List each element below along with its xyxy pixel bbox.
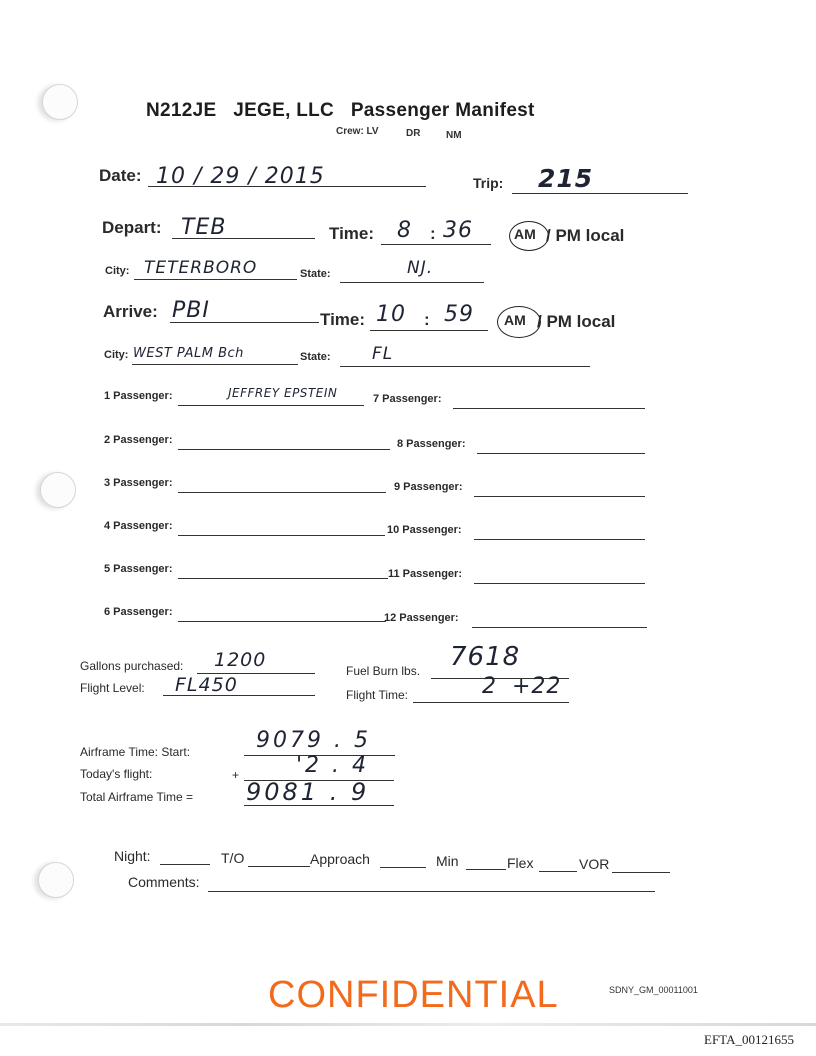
- vor-label: VOR: [579, 856, 610, 872]
- passenger-5-line: [178, 578, 388, 579]
- depart-city[interactable]: TETERBORO: [144, 258, 258, 278]
- approach-line: [380, 867, 426, 868]
- depart-minute[interactable]: 36: [443, 218, 473, 243]
- flight-level-label: Flight Level:: [80, 681, 145, 695]
- airframe-start-label: Airframe Time: Start:: [80, 745, 191, 759]
- flex-label: Flex: [507, 855, 534, 871]
- confidential-stamp: CONFIDENTIAL: [268, 974, 559, 1016]
- passenger-1-name[interactable]: JEFFREY EPSTEIN: [228, 386, 338, 400]
- passenger-4-line: [178, 535, 385, 536]
- arrive-time-label: Time:: [320, 310, 366, 329]
- flight-time-line: [413, 702, 569, 703]
- depart-value[interactable]: TEB: [181, 215, 227, 240]
- passenger-11-label: 11 Passenger:: [388, 568, 462, 580]
- arrive-minute[interactable]: 59: [444, 302, 474, 327]
- passenger-1-line: [178, 405, 364, 406]
- crew-label: Crew: LV: [336, 126, 379, 137]
- control-number: SDNY_GM_00011001: [609, 985, 698, 995]
- crew-dr: DR: [406, 128, 421, 139]
- passenger-12-label: 12 Passenger:: [384, 612, 459, 624]
- comments-line: [208, 891, 655, 892]
- scan-edge: [0, 1023, 816, 1026]
- passenger-7-label: 7 Passenger:: [373, 393, 442, 405]
- todays-flight-plus: +: [232, 768, 240, 782]
- passenger-8-line: [477, 453, 645, 454]
- airframe-start-value[interactable]: 9079 . 5: [256, 728, 371, 753]
- depart-state[interactable]: NJ.: [407, 258, 434, 278]
- arrive-city[interactable]: WEST PALM Bch: [133, 346, 244, 361]
- passenger-5-label: 5 Passenger:: [104, 563, 173, 575]
- vor-line: [612, 872, 670, 873]
- flight-time-label: Flight Time:: [346, 688, 409, 702]
- passenger-11-line: [474, 583, 645, 584]
- passenger-6-label: 6 Passenger:: [104, 606, 173, 618]
- date-label: Date:: [99, 166, 142, 185]
- punch-hole-bottom: [38, 862, 74, 898]
- trip-label: Trip:: [473, 175, 504, 191]
- fuel-burn-value[interactable]: 7618: [450, 642, 521, 672]
- todays-flight-value[interactable]: '2 . 4: [296, 753, 370, 778]
- arrive-city-line: [132, 364, 298, 365]
- arrive-time-sep: :: [424, 310, 430, 329]
- arrive-am[interactable]: AM: [504, 312, 526, 328]
- flex-line: [539, 871, 577, 872]
- fuel-burn-label: Fuel Burn lbs.: [346, 664, 421, 678]
- gallons-label: Gallons purchased:: [80, 659, 184, 673]
- arrive-state-label: State:: [300, 351, 331, 363]
- passenger-4-label: 4 Passenger:: [104, 520, 173, 532]
- todays-flight-label: Today's flight:: [80, 767, 153, 781]
- arrive-pm-local: / PM local: [537, 312, 616, 331]
- takeoff-label: T/O: [221, 850, 245, 866]
- trip-value[interactable]: 215: [538, 164, 594, 193]
- arrive-label: Arrive:: [103, 302, 158, 321]
- passenger-9-line: [474, 496, 645, 497]
- flight-time-minutes[interactable]: +22: [512, 674, 562, 699]
- depart-state-line: [340, 282, 484, 283]
- punch-hole-top: [42, 84, 78, 120]
- arrive-value[interactable]: PBI: [172, 298, 210, 323]
- depart-time-label: Time:: [329, 224, 375, 243]
- date-value[interactable]: 10 / 29 / 2015: [156, 164, 325, 189]
- passenger-7-line: [453, 408, 645, 409]
- total-airframe-label: Total Airframe Time =: [80, 790, 194, 804]
- bates-number: EFTA_00121655: [704, 1032, 794, 1047]
- depart-city-line: [134, 279, 297, 280]
- min-line: [466, 869, 506, 870]
- passenger-6-line: [178, 621, 386, 622]
- takeoff-line: [248, 866, 310, 867]
- total-airframe-value[interactable]: 9081 . 9: [246, 778, 370, 806]
- depart-time-sep: :: [430, 224, 436, 243]
- gallons-value[interactable]: 1200: [214, 649, 267, 671]
- passenger-10-line: [474, 539, 645, 540]
- passenger-2-line: [178, 449, 390, 450]
- passenger-2-label: 2 Passenger:: [104, 434, 173, 446]
- passenger-10-label: 10 Passenger:: [387, 524, 462, 536]
- comments-label: Comments:: [128, 874, 200, 890]
- passenger-3-label: 3 Passenger:: [104, 477, 173, 489]
- crew-nm: NM: [446, 130, 462, 141]
- depart-hour[interactable]: 8: [397, 218, 412, 243]
- passenger-1-label: 1 Passenger:: [104, 390, 173, 402]
- approach-label: Approach: [310, 851, 370, 867]
- depart-city-label: City:: [105, 265, 130, 277]
- punch-hole-middle: [40, 472, 76, 508]
- arrive-city-label: City:: [104, 349, 129, 361]
- depart-label: Depart:: [102, 218, 162, 237]
- passenger-3-line: [178, 492, 386, 493]
- flight-time-hours[interactable]: 2: [482, 674, 497, 699]
- depart-am[interactable]: AM: [514, 226, 536, 242]
- depart-time-line: [381, 244, 491, 245]
- night-line: [160, 864, 210, 865]
- arrive-state-line: [340, 366, 590, 367]
- depart-pm-local: / PM local: [546, 226, 625, 245]
- arrive-state[interactable]: FL: [372, 344, 394, 364]
- arrive-time-line: [370, 330, 488, 331]
- passenger-12-line: [472, 627, 647, 628]
- trip-line: [512, 193, 688, 194]
- night-label: Night:: [114, 848, 151, 864]
- passenger-9-label: 9 Passenger:: [394, 481, 463, 493]
- passenger-8-label: 8 Passenger:: [397, 438, 466, 450]
- min-label: Min: [436, 853, 459, 869]
- depart-state-label: State:: [300, 268, 331, 280]
- manifest-title: N212JE JEGE, LLC Passenger Manifest: [146, 100, 535, 121]
- flight-level-value[interactable]: FL450: [175, 674, 238, 696]
- arrive-hour[interactable]: 10: [376, 302, 406, 327]
